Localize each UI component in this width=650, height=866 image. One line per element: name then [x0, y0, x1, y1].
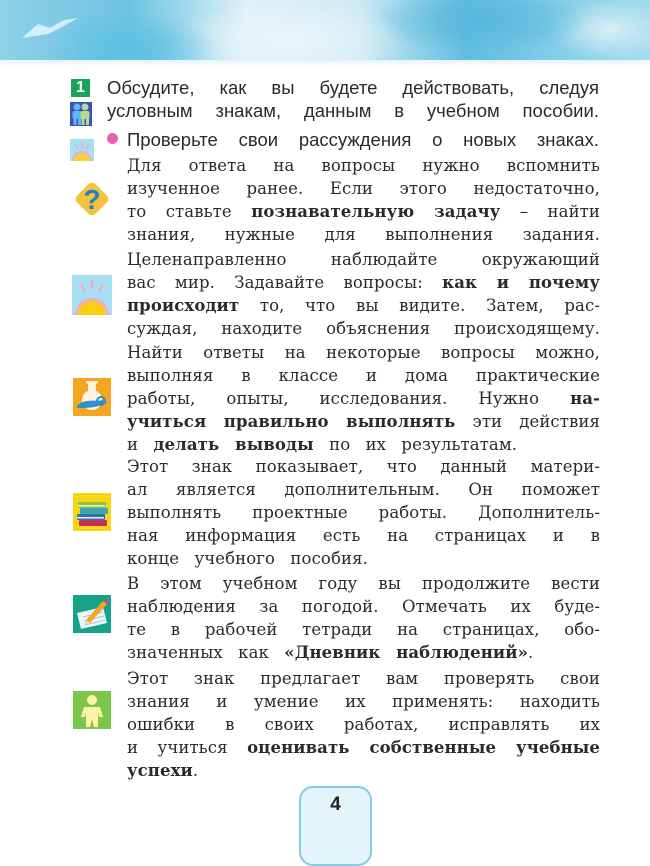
bold-term: делать выводы — [153, 435, 314, 454]
bold-term: происходит — [127, 296, 240, 315]
block-line: те в рабочей тетради на страницах, обо- — [127, 620, 600, 639]
flask-experiment-icon — [73, 378, 111, 416]
block-line: вас мир. Задавайте вопросы: как и почему — [127, 273, 600, 292]
task-line-1: Обсудите, как вы будете действовать, следуя — [107, 77, 599, 98]
banner-fade — [0, 60, 650, 68]
task-bullet-line: Проверьте свои рассуждения о новых знаках. — [127, 129, 599, 150]
block-line: наблюдения за погодой. Отмечать их буде- — [127, 597, 600, 616]
bold-term: учиться правильно выполнять — [127, 412, 456, 431]
block-line: ошибки в своих работах, исправлять их — [127, 715, 600, 734]
task-number-badge: 1 — [71, 79, 90, 97]
block-line: и делать выводы по их результатам. — [127, 435, 518, 454]
block-line: Этот знак предлагает вам проверять свои — [127, 669, 600, 688]
block-line: знания и умение их применять: находить — [127, 692, 600, 711]
bold-term: «Дневник наблюдений» — [284, 643, 528, 662]
block-line: Найти ответы на некоторые вопросы можно, — [127, 343, 600, 362]
observation-sun-icon — [70, 139, 94, 161]
block-line: выполняя в классе и дома практические — [127, 366, 600, 385]
block-line: ал является дополнительным. Он поможет — [127, 480, 600, 499]
self-check-person-icon — [73, 691, 111, 729]
block-line: успехи. — [127, 761, 199, 780]
notebook-pencil-icon — [73, 595, 111, 633]
question-diamond-icon — [72, 178, 112, 220]
bird-icon — [20, 14, 80, 40]
bold-term: оценивать собственные учебные — [247, 738, 600, 757]
block-line: конце учебного пособия. — [127, 549, 368, 568]
books-stack-icon — [73, 493, 111, 531]
svg-text:?: ? — [83, 184, 101, 215]
block-line: Целенаправленно наблюдайте окружающий — [127, 250, 600, 269]
task-line-2: условным знакам, данным в учебном пособии. — [107, 100, 599, 121]
block-line: выполнять проектные работы. Дополнитель- — [127, 503, 600, 522]
block-line: происходит то, что вы видите. Затем, рас- — [127, 296, 600, 315]
block-line: знания, нужные для выполнения задания. — [127, 225, 600, 244]
bold-term: успехи — [127, 761, 193, 780]
bold-term: на- — [570, 389, 600, 408]
block-line: Этот знак показывает, что данный матери- — [127, 457, 600, 476]
block-line: Для ответа на вопросы нужно вспомнить — [127, 156, 600, 175]
page-number: 4 — [330, 794, 341, 815]
block-line: учиться правильно выполнять эти действия — [127, 412, 600, 431]
page-number-tab — [299, 786, 372, 866]
block-line: изученное ранее. Если этого недостаточно, — [127, 179, 600, 198]
bullet-marker — [107, 133, 118, 144]
block-line: работы, опыты, исследования. Нужно на- — [127, 389, 600, 408]
pair-work-icon — [70, 102, 92, 126]
header-banner — [0, 0, 650, 64]
block-line: и учиться оценивать собственные учебные — [127, 738, 600, 757]
bold-term: познавательную задачу — [251, 202, 501, 221]
sun-observation-icon — [72, 275, 112, 315]
block-line: суждая, находите объяснения происходящему. — [127, 319, 600, 338]
block-line: ная информация есть на страницах и в — [127, 526, 600, 545]
block-line: то ставьте познавательную задачу – найти — [127, 202, 601, 221]
block-line: В этом учебном году вы продолжите вести — [127, 574, 600, 593]
bold-term: как и почему — [442, 273, 600, 292]
block-line: значенных как «Дневник наблюдений». — [127, 643, 534, 662]
